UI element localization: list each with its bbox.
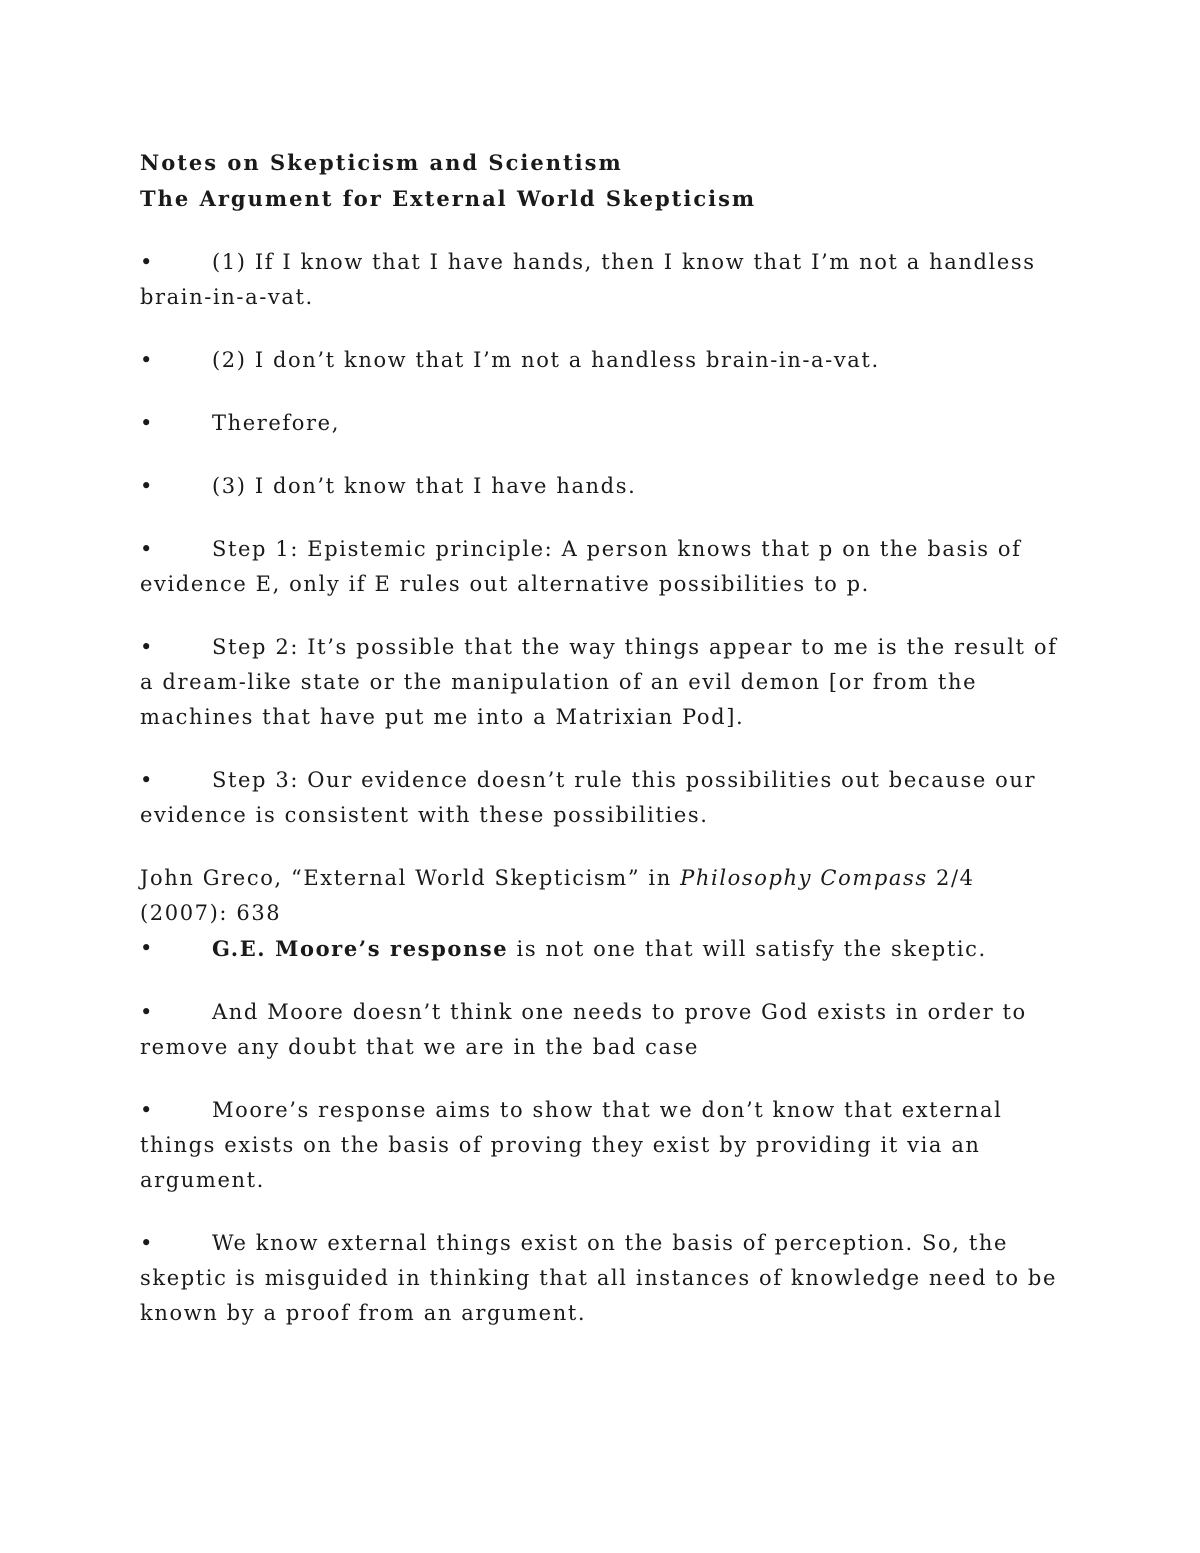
bullet-icon: •	[140, 1000, 154, 1024]
list-item	[140, 469, 1070, 504]
citation-volume-pages: 2/4 (2007): 638	[140, 866, 975, 925]
document-title: Notes on Skepticism and Scientism	[140, 150, 623, 175]
list-item-text: Step 1: Epistemic principle: A person knows that p on the basis of evidence E, only if E rules out alternative possibilities to p.	[140, 537, 1022, 596]
bullet-icon: •	[140, 1231, 154, 1255]
list-item	[140, 931, 1070, 967]
list-item-text: Step 3: Our evidence doesn’t rule this possibilities out because our evidence is consistent with these possibilities.	[140, 768, 1037, 827]
bullet-icon: •	[140, 411, 154, 435]
citation-author-title: John Greco, “External World Skepticism” in	[140, 866, 681, 890]
list-item	[140, 630, 1070, 735]
citation	[140, 861, 1070, 931]
list-item	[140, 995, 1070, 1065]
bullet-icon: •	[140, 250, 154, 274]
list-item	[140, 532, 1070, 602]
bullet-icon: •	[140, 1098, 154, 1122]
spacer	[140, 217, 1070, 245]
moore-response-bold: G.E. Moore’s response	[212, 936, 509, 961]
bullet-icon: •	[140, 936, 154, 960]
list-item-text	[140, 937, 987, 961]
list-item-text: (1) If I know that I have hands, then I know that I’m not a handless brain-in-a-vat.	[140, 250, 1036, 309]
bullet-icon: •	[140, 768, 154, 792]
list-item-text: Therefore,	[212, 411, 340, 435]
list-item-text: (2) I don’t know that I’m not a handless brain-in-a-vat.	[212, 348, 880, 372]
bullet-icon: •	[140, 474, 154, 498]
document-page	[140, 145, 1070, 1359]
list-item-text: And Moore doesn’t think one needs to prove God exists in order to remove any doubt that we are in the bad case	[140, 1000, 1027, 1059]
list-item-text: (3) I don’t know that I have hands.	[212, 474, 637, 498]
list-item	[140, 1226, 1070, 1331]
document-subtitle: The Argument for External World Skepticism	[140, 186, 757, 211]
list-item-text: Step 2: It’s possible that the way things appear to me is the result of a dream-like state or the manipulation of an evil demon [or from the machines that have put me into a Matrixian Pod].	[140, 635, 1058, 729]
list-item	[140, 1093, 1070, 1198]
moore-response-rest: is not one that will satisfy the skeptic.	[508, 937, 987, 961]
list-item	[140, 343, 1070, 378]
bullet-icon: •	[140, 537, 154, 561]
list-item-text: Moore’s response aims to show that we don’t know that external things exists on the basis of proving they exist by providing it via an argument.	[140, 1098, 1003, 1192]
bullet-icon: •	[140, 635, 154, 659]
list-item	[140, 245, 1070, 315]
list-item	[140, 763, 1070, 833]
bullet-icon: •	[140, 348, 154, 372]
citation-journal: Philosophy Compass	[680, 866, 928, 890]
list-item-text: We know external things exist on the basis of perception. So, the skeptic is misguided in thinking that all instances of knowledge need to be known by a proof from an argument.	[140, 1231, 1058, 1325]
list-item	[140, 406, 1070, 441]
